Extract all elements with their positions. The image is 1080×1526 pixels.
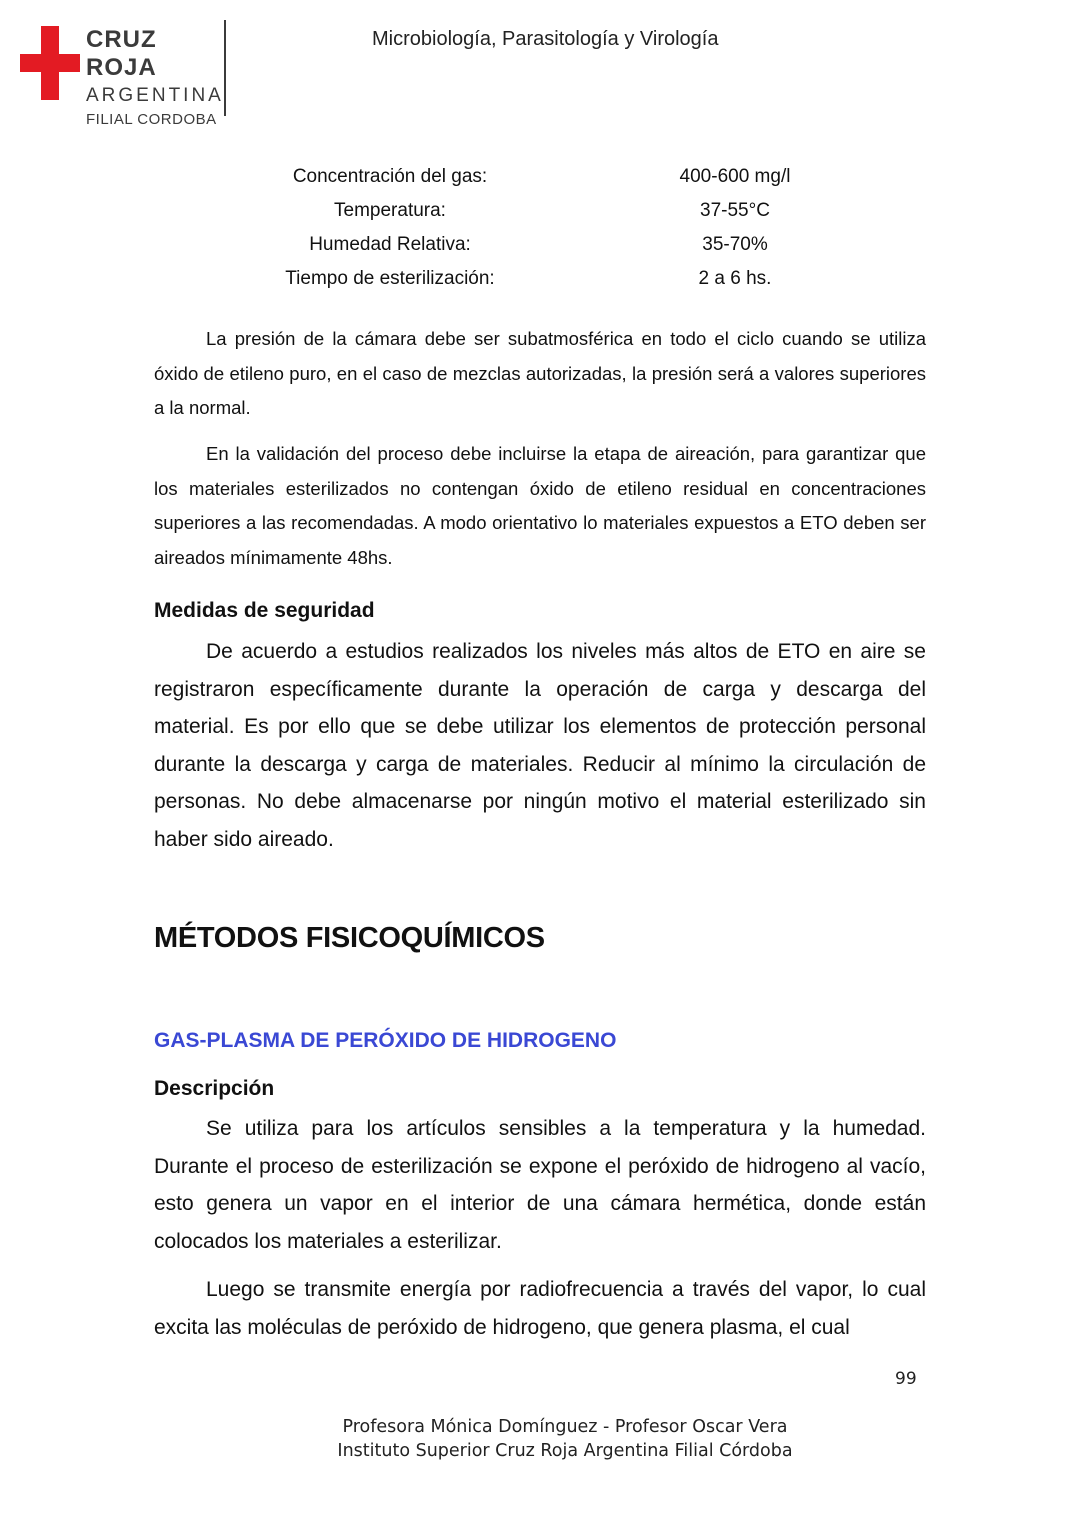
parameter-label: Temperatura: — [334, 200, 446, 221]
table-row — [230, 194, 870, 228]
safety-heading: Medidas de seguridad — [154, 599, 375, 622]
subsection-heading-block — [154, 1029, 926, 1053]
body-paragraph-safety — [154, 633, 926, 858]
logo-line-3: FILIAL CORDOBA — [86, 111, 217, 128]
logo-line-2: ARGENTINA — [86, 85, 224, 106]
header-divider — [224, 20, 226, 116]
parameter-value: 2 a 6 hs. — [698, 268, 772, 289]
safety-heading-block — [154, 599, 926, 623]
parameter-value: 37-55°C — [700, 200, 770, 221]
paragraph: De acuerdo a estudios realizados los niveles más altos de ETO en aire se registraron específicamente durante la operación de carga y descarga del material. Es por ello que se debe utilizar los elementos de protección personal durante la descarga y carga de materiales. Reducir al mínimo la circulación de personas. No debe almacenarse por ningún motivo el material esterilizado sin haber sido aireado. — [154, 640, 926, 851]
page-number: 99 — [895, 1369, 917, 1389]
body-paragraph-pressure — [154, 322, 926, 426]
red-cross-icon — [20, 26, 80, 100]
body-paragraph-description — [154, 1110, 926, 1260]
logo-text — [86, 26, 230, 130]
table-row — [230, 160, 870, 194]
section-heading: MÉTODOS FISICOQUÍMICOS — [154, 922, 545, 954]
paragraph: Luego se transmite energía por radiofrecuencia a través del vapor, lo cual excita las moléculas de peróxido de hidrogeno, que genera plasma, el cual — [154, 1278, 926, 1339]
paragraph: En la validación del proceso debe incluirse la etapa de aireación, para garantizar que los materiales esterilizados no contengan óxido de etileno residual en concentraciones superiores a las recomendadas. A modo orientativo lo materiales expuestos a ETO deben ser aireados mínimamente 48hs. — [154, 443, 926, 568]
sterilization-parameters-table — [230, 160, 870, 296]
body-paragraph-validation — [154, 437, 926, 575]
parameter-value: 35-70% — [702, 234, 768, 255]
parameter-label: Concentración del gas: — [292, 166, 488, 187]
footer-authors: Profesora Mónica Domínguez - Profesor Oscar Vera — [342, 1417, 788, 1437]
parameter-value: 400-600 mg/l — [679, 166, 791, 187]
page-header — [0, 0, 1080, 128]
table-row — [230, 228, 870, 262]
body-paragraph-radiofrequency — [154, 1271, 926, 1346]
parameter-label: Humedad Relativa: — [309, 234, 471, 255]
description-heading: Descripción — [154, 1077, 275, 1100]
description-heading-block — [154, 1077, 926, 1101]
logo-line-1: CRUZ ROJA — [86, 26, 157, 81]
section-heading-block — [154, 922, 926, 955]
footer-institution: Instituto Superior Cruz Roja Argentina Filial Córdoba — [337, 1441, 793, 1461]
parameter-label: Tiempo de esterilización: — [285, 268, 495, 289]
paragraph: La presión de la cámara debe ser subatmosférica en todo el ciclo cuando se utiliza óxido de etileno puro, en el caso de mezclas autorizadas, la presión será a valores superiores a la normal. — [154, 328, 926, 418]
header-title: Microbiología, Parasitología y Virología — [372, 28, 719, 50]
subsection-heading: GAS-PLASMA DE PERÓXIDO DE HIDROGENO — [154, 1029, 617, 1052]
cruz-roja-logo — [20, 26, 230, 128]
paragraph: Se utiliza para los artículos sensibles a la temperatura y la humedad. Durante el proceso de esterilización se expone el peróxido de hidrogeno al vacío, esto genera un vapor en el interior de una cámara hermética, donde están colocados los materiales a esterilizar. — [154, 1117, 926, 1253]
table-row — [230, 262, 870, 296]
page-footer — [0, 1415, 1080, 1463]
